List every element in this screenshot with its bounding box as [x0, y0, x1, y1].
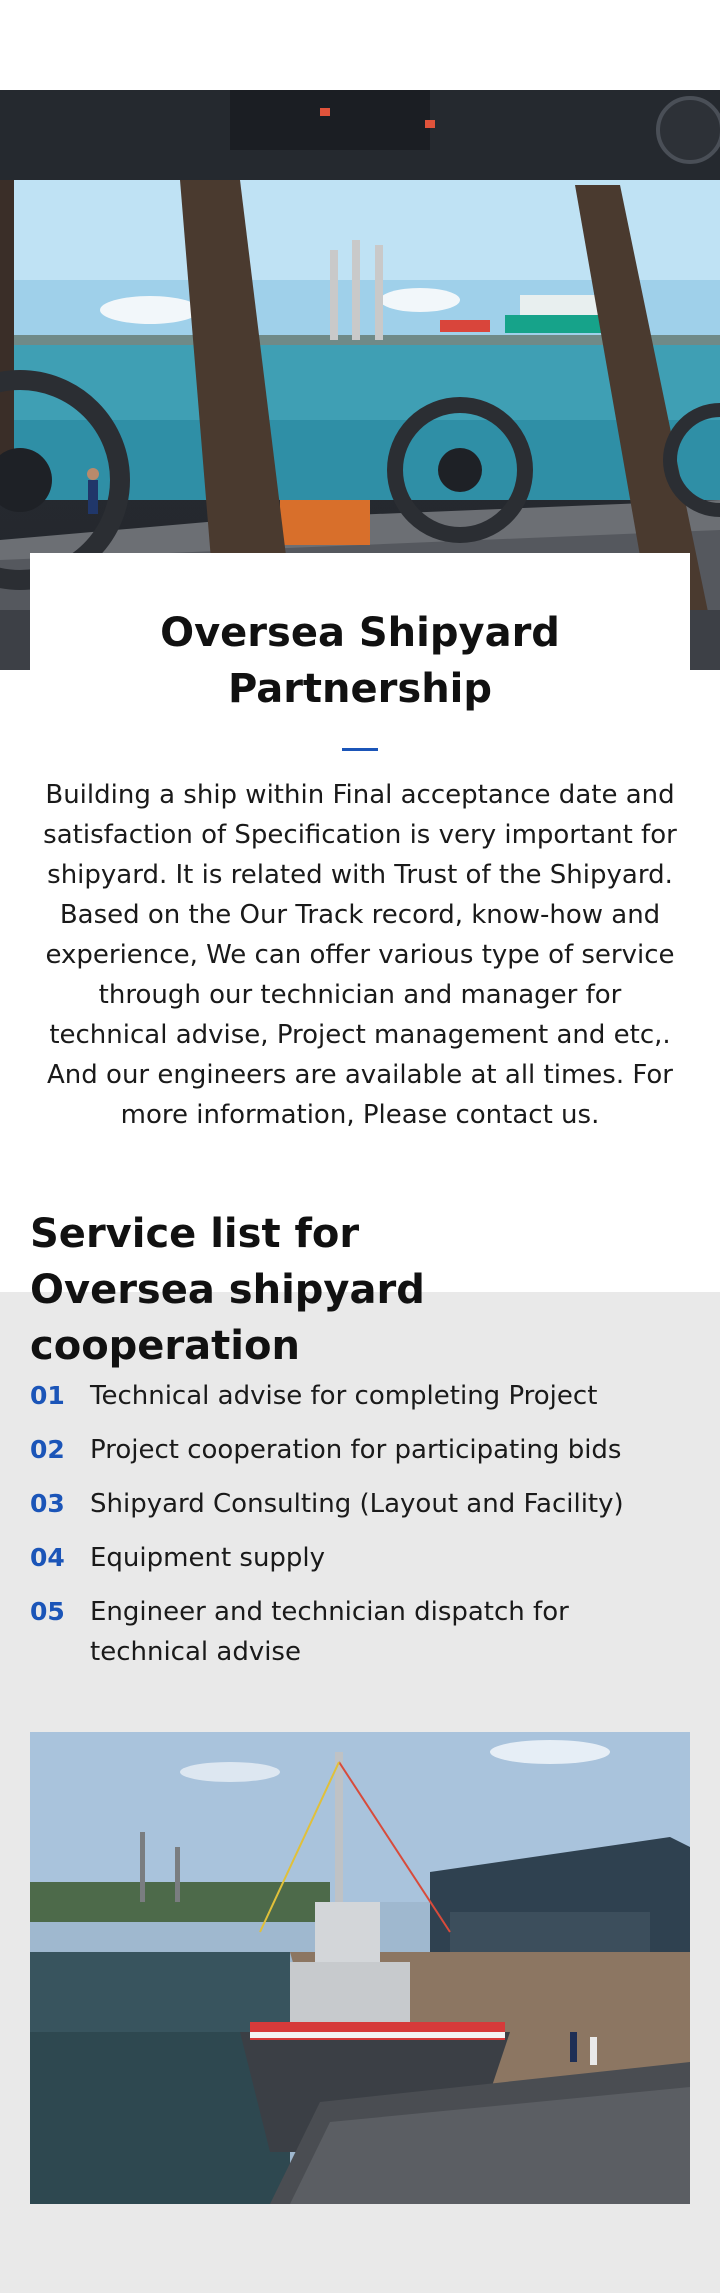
ship-launch-photo: [30, 1732, 690, 2204]
service-heading-line2: Oversea shipyard cooperation: [30, 1267, 425, 1369]
service-item-05: [30, 1592, 690, 1672]
service-label: Equipment supply: [90, 1543, 326, 1573]
service-item-03: [30, 1484, 690, 1524]
page-title: Oversea Shipyard Partnership: [160, 610, 560, 712]
service-heading: [30, 1206, 690, 1374]
service-number: 01: [30, 1381, 65, 1410]
title-accent-divider: [342, 748, 378, 751]
service-list: [30, 1376, 690, 1686]
service-item-01: [30, 1376, 690, 1416]
intro-paragraph: Building a ship within Final acceptance date and satisfaction of Specification is very important for shipyard. It is related with Trust of the Shipyard. Based on the Our Track record, know-how and experience, We can offer various type of service through our technician and manager for technical advise, Project management and etc,. And our engineers are available at all times. For more information, Please contact us.: [43, 780, 677, 1130]
service-item-04: [30, 1538, 690, 1578]
service-number: 04: [30, 1543, 65, 1572]
service-label: Engineer and technician dispatch for technical advise: [90, 1597, 569, 1667]
service-number: 02: [30, 1435, 65, 1464]
service-label: Shipyard Consulting (Layout and Facility): [90, 1489, 624, 1519]
ship-launch-illustration: [30, 1732, 690, 2204]
service-heading-line1: Service list for: [30, 1211, 360, 1257]
service-item-02: [30, 1430, 690, 1470]
service-number: 03: [30, 1489, 65, 1518]
service-label: Project cooperation for participating bids: [90, 1435, 622, 1465]
service-number: 05: [30, 1597, 65, 1626]
service-label: Technical advise for completing Project: [90, 1381, 598, 1411]
